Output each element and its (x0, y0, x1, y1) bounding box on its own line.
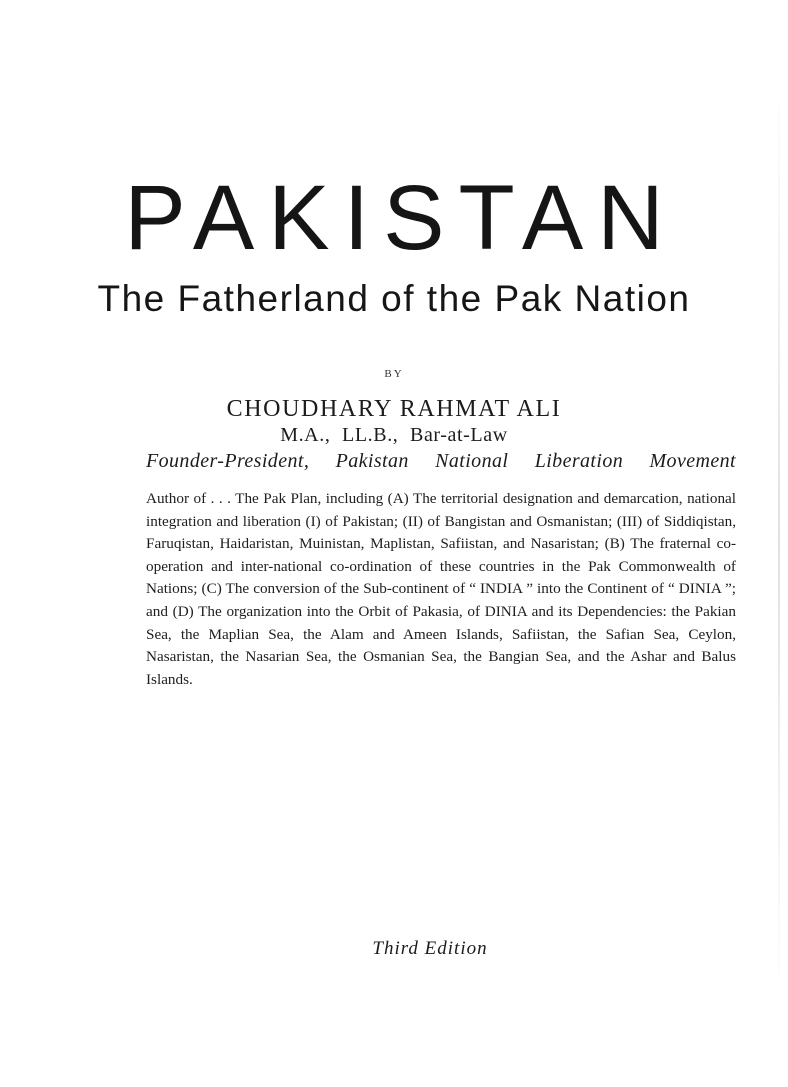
author-works-paragraph: Author of . . . The Pak Plan, including (A) The territorial designation and demarcation, national integration and liberation (I) of Pakistan; (II) of Bangistan and Osmanistan; (III) of Siddiqistan, Faruqistan, Haidaristan, Muinistan, Maplistan, Safiistan, and Nasaristan; (B) The fraternal co-operation and inter-national co-ordination of these countries in the Pak Commonwealth of Nations; (C) The conversion of the Sub-continent of “ INDIA ” into the Continent of “ DINIA ”; and (D) The organization into the Orbit of Pakasia, of DINIA and its Dependencies: the Pakian Sea, the Maplian Sea, the Alam and Ameen Islands, Safiistan, the Safian Sea, Ceylon, Nasaristan, the Nasarian Sea, the Osmanian Sea, the Bangian Sea, and the Ashar and Balus Islands. (146, 490, 736, 688)
by-line: BY (384, 368, 404, 380)
author-name: CHOUDHARY RAHMAT ALI (226, 396, 562, 422)
book-subtitle: The Fatherland of the Pak Nation (97, 278, 691, 319)
author-degrees: M.A., LL.B., Bar-at-Law (280, 424, 508, 446)
book-title: PAKISTAN (124, 167, 678, 269)
author-role: Founder-President, Pakistan National Liberation Movement (146, 450, 736, 472)
edition-label: Third Edition (372, 938, 488, 959)
page-edge-shadow (778, 80, 780, 1000)
